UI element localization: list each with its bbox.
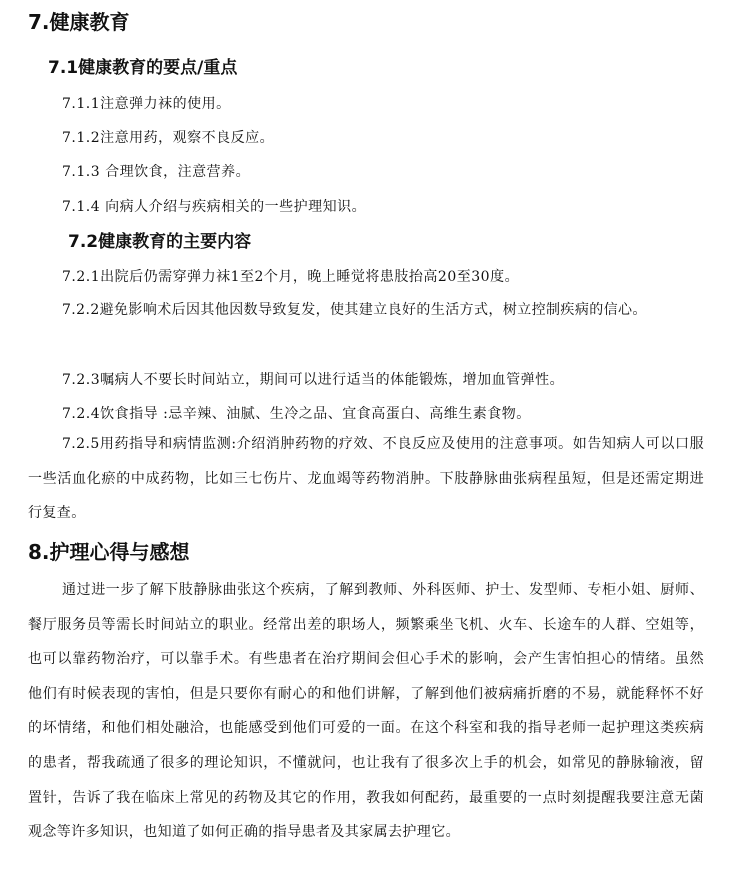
item-7-1-4: 7.1.4 向病人介绍与疾病相关的一些护理知识。 xyxy=(62,199,367,215)
item-7-2-3: 7.2.3嘱病人不要长时间站立，期间可以进行适当的体能锻炼，增加血管弹性。 xyxy=(62,372,565,388)
item-7-2-5: 7.2.5用药指导和病情监测:介绍消肿药物的疗效、不良反应及使用的注意事项。如告知病人可以口服一些活血化瘀的中成药物，比如三七伤片、龙血竭等药物消肿。下肢静脉曲张病程虽短，但是还需定期进行复查。 xyxy=(28,436,704,522)
subsection-7-2-heading: 7.2健康教育的主要内容 xyxy=(68,232,252,252)
item-7-2-2: 7.2.2避免影响术后因其他因数导致复发，使其建立良好的生活方式，树立控制疾病的信心。 xyxy=(62,302,647,318)
item-7-1-1: 7.1.1注意弹力袜的使用。 xyxy=(62,96,231,112)
section-8-heading: 8.护理心得与感想 xyxy=(28,540,190,564)
section-8-paragraph: 通过进一步了解下肢静脉曲张这个疾病，了解到教师、外科医师、护士、发型师、专柜小姐、厨师、餐厅服务员等需长时间站立的职业。经常出差的职场人，频繁乘坐飞机、火车、长途车的人群、空姐等，也可以靠药物治疗，可以靠手术。有些患者在治疗期间会但心手术的影响，会产生害怕担心的情绪。虽然他们有时候表现的害怕，但是只要你有耐心的和他们讲解，了解到他们被病痛折磨的不易，就能释怀不好的坏情绪，和他们相处融洽，也能感受到他们可爱的一面。在这个科室和我的指导老师一起护理这类疾病的患者，帮我疏通了很多的理论知识，不懂就问，也让我有了很多次上手的机会，如常见的静脉输液，留置针，告诉了我在临床上常见的药物及其它的作用，教我如何配药，最重要的一点时刻提醒我要注意无菌观念等许多知识，也知道了如何正确的指导患者及其家属去护理它。 xyxy=(28,582,704,841)
item-7-1-3: 7.1.3 合理饮食，注意营养。 xyxy=(62,164,251,180)
item-7-1-2: 7.1.2注意用药，观察不良反应。 xyxy=(62,130,275,146)
item-7-2-4: 7.2.4饮食指导 :忌辛辣、油腻、生冷之品、宜食高蛋白、高维生素食物。 xyxy=(62,406,531,422)
section-7-heading: 7.健康教育 xyxy=(28,10,130,34)
subsection-7-1-heading: 7.1健康教育的要点/重点 xyxy=(48,58,238,78)
item-7-2-1: 7.2.1出院后仍需穿弹力袜1至2个月，晚上睡觉将患肢抬高20至30度。 xyxy=(62,269,520,285)
